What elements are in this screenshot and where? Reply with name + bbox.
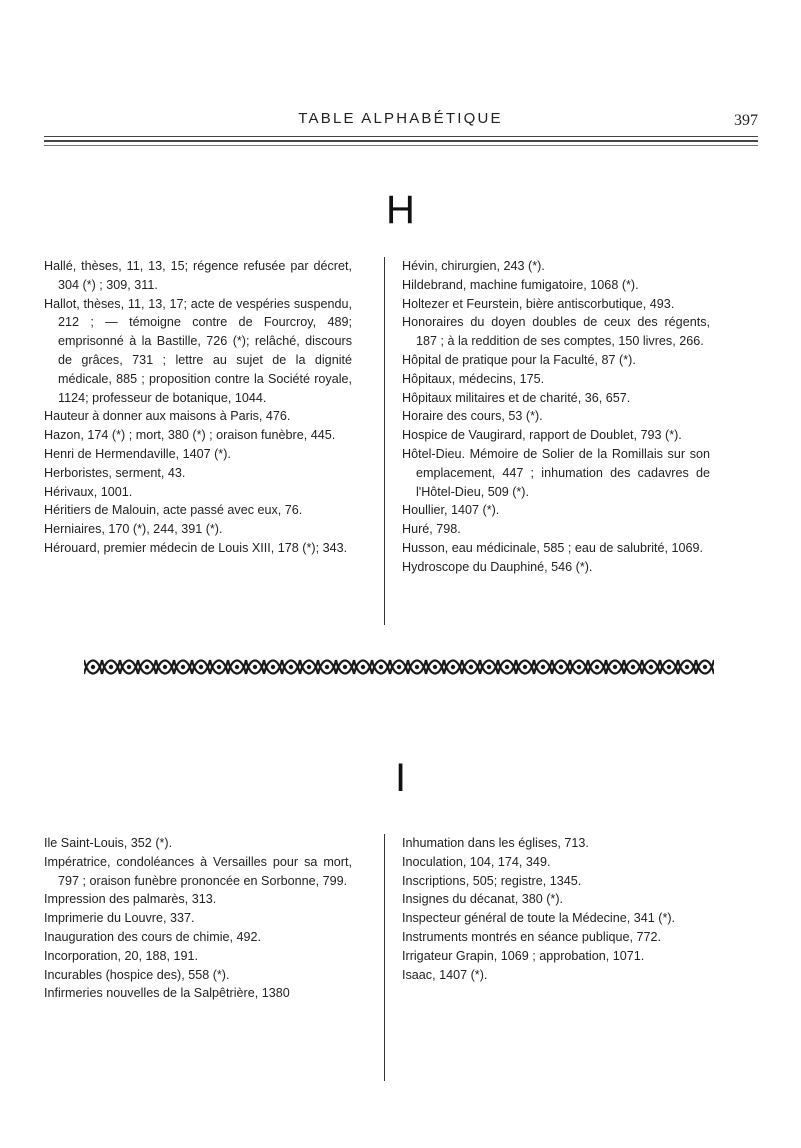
section-h-column-divider <box>384 257 385 625</box>
section-i-right-column <box>402 834 710 984</box>
index-entry: Hôpitaux, médecins, 175. <box>402 371 545 386</box>
index-entry: Henri de Hermendaville, 1407 (*). <box>44 446 231 461</box>
index-entry: Hérouard, premier médecin de Louis XIII, 178 (*); 343. <box>44 540 348 555</box>
index-entry: Hallé, thèses, 11, 13, 15; régence refusée par décret, 304 (*) ; 309, 311. <box>44 259 352 292</box>
section-h-left-column <box>44 257 352 558</box>
index-entry: Héritiers de Malouin, acte passé avec eux, 76. <box>44 503 303 518</box>
index-entry: Hôpital de pratique pour la Faculté, 87 (*). <box>402 352 636 367</box>
index-entry: Hôpitaux militaires et de charité, 36, 657. <box>402 390 631 405</box>
index-entry: Hallot, thèses, 11, 13, 17; acte de vespéries suspendu, 212 ; — témoigne contre de Fourcroy, 489; emprisonné à la Bastille, 726 (*); relâché, discours de grâces, 731 ; lettre au sujet de la dignité médicale, 885 ; proposition contre la Société royale, 1124; professeur de botanique, 1044. <box>44 296 352 405</box>
header-rule-bottom <box>44 145 758 146</box>
section-letter-h: H <box>386 188 415 232</box>
header-rule-middle <box>44 140 758 142</box>
index-entry: Irrigateur Grapin, 1069 ; approbation, 1071. <box>402 948 645 963</box>
page-number: 397 <box>734 112 758 129</box>
index-entry: Hévin, chirurgien, 243 (*). <box>402 259 545 273</box>
index-entry: Horaire des cours, 53 (*). <box>402 409 543 424</box>
index-entry: Infirmeries nouvelles de la Salpêtrière, 1380 <box>44 986 290 1001</box>
index-entry: Houllier, 1407 (*). <box>402 503 500 518</box>
index-entry: Husson, eau médicinale, 585 ; eau de salubrité, 1069. <box>402 540 704 555</box>
index-entry: Hospice de Vaugirard, rapport de Doublet, 793 (*). <box>402 428 682 443</box>
index-entry: Herboristes, serment, 43. <box>44 465 186 480</box>
index-entry: Inscriptions, 505; registre, 1345. <box>402 873 582 888</box>
index-entry: Isaac, 1407 (*). <box>402 967 488 982</box>
index-entry: Incurables (hospice des), 558 (*). <box>44 967 230 982</box>
index-entry: Impression des palmarès, 313. <box>44 892 217 907</box>
section-h-right-column <box>402 257 710 577</box>
index-entry: Hérivaux, 1001. <box>44 484 133 499</box>
index-entry: Inauguration des cours de chimie, 492. <box>44 929 262 944</box>
index-entry: Hazon, 174 (*) ; mort, 380 (*) ; oraison funèbre, 445. <box>44 428 336 443</box>
index-entry: Hildebrand, machine fumigatoire, 1068 (*). <box>402 277 639 292</box>
header-title: TABLE ALPHABÉTIQUE <box>298 110 503 127</box>
page-header <box>0 110 801 134</box>
index-entry: Instruments montrés en séance publique, 772. <box>402 929 662 944</box>
index-entry: Incorporation, 20, 188, 191. <box>44 948 199 963</box>
section-i-left-column <box>44 834 352 1003</box>
index-entry: Huré, 798. <box>402 522 461 537</box>
index-entry: Hôtel-Dieu. Mémoire de Solier de la Romillais sur son emplacement, 447 ; inhumation des cadavres de l'Hôtel-Dieu, 509 (*). <box>402 446 710 499</box>
index-entry: Honoraires du doyen doubles de ceux des régents, 187 ; à la reddition de ses comptes, 150 livres, 266. <box>402 315 710 349</box>
index-entry: Ile Saint-Louis, 352 (*). <box>44 836 173 850</box>
index-entry: Inhumation dans les églises, 713. <box>402 836 589 850</box>
index-entry: Herniaires, 170 (*), 244, 391 (*). <box>44 522 223 537</box>
index-entry: Imprimerie du Louvre, 337. <box>44 911 195 926</box>
index-entry: Insignes du décanat, 380 (*). <box>402 892 564 907</box>
index-entry: Inspecteur général de toute la Médecine, 341 (*). <box>402 911 676 926</box>
decorative-border-icon <box>84 654 714 680</box>
index-entry: Hydroscope du Dauphiné, 546 (*). <box>402 559 593 574</box>
section-i-column-divider <box>384 834 385 1081</box>
section-letter-i: I <box>394 756 407 800</box>
header-rule-top <box>44 136 758 137</box>
index-entry: Inoculation, 104, 174, 349. <box>402 854 551 869</box>
index-entry: Hauteur à donner aux maisons à Paris, 476. <box>44 409 291 424</box>
index-entry: Holtezer et Feurstein, bière antiscorbutique, 493. <box>402 296 675 311</box>
index-entry: Impératrice, condoléances à Versailles pour sa mort, 797 ; oraison funèbre prononcée en Sorbonne, 799. <box>44 854 352 888</box>
